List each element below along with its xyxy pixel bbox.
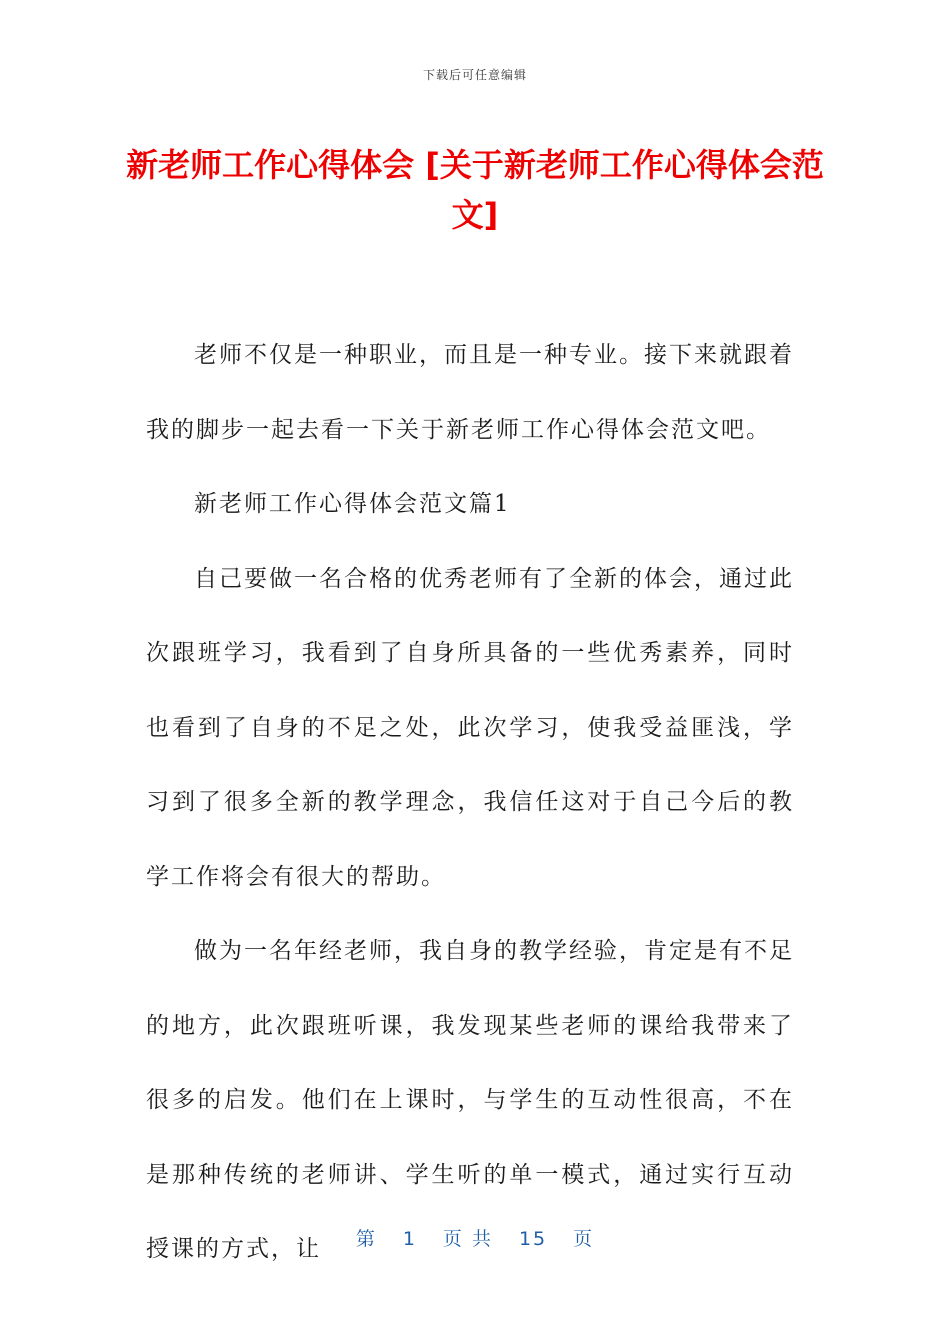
section-heading: 新老师工作心得体会范文篇1 bbox=[194, 491, 511, 517]
footer-page-middle: 页 共 bbox=[442, 1228, 493, 1250]
footer-page-prefix: 第 bbox=[355, 1228, 377, 1250]
paragraph-intro: 老师不仅是一种职业，而且是一种专业。接下来就跟着我的脚步一起去看一下关于新老师工作心得体会范文吧。 bbox=[146, 342, 794, 443]
header-note: 下载后可任意编辑 bbox=[422, 68, 527, 82]
footer-page-suffix: 页 bbox=[573, 1228, 595, 1250]
paragraph: 做为一名年经老师，我自身的教学经验，肯定是有不足的地方，此次跟班听课，我发现某些老师的课给我带来了很多的启发。他们在上课时，与学生的互动性很高，不在是那种传统的老师讲、学生听的单一模式，通过实行互动授课的方式，让 bbox=[146, 938, 794, 1262]
document-title: 新老师工作心得体会 [关于新老师工作心得体会范文] bbox=[126, 146, 824, 234]
footer-page-number: 1 bbox=[402, 1228, 417, 1250]
document-body bbox=[146, 318, 794, 1287]
paragraph: 自己要做一名合格的优秀老师有了全新的体会，通过此次跟班学习，我看到了自身所具备的一些优秀素养，同时也看到了自身的不足之处，此次学习，使我受益匪浅，学习到了很多全新的教学理念，我信任这对于自己今后的教学工作将会有很大的帮助。 bbox=[146, 565, 794, 890]
page-footer bbox=[0, 1224, 950, 1251]
footer-total-pages: 15 bbox=[518, 1228, 548, 1250]
